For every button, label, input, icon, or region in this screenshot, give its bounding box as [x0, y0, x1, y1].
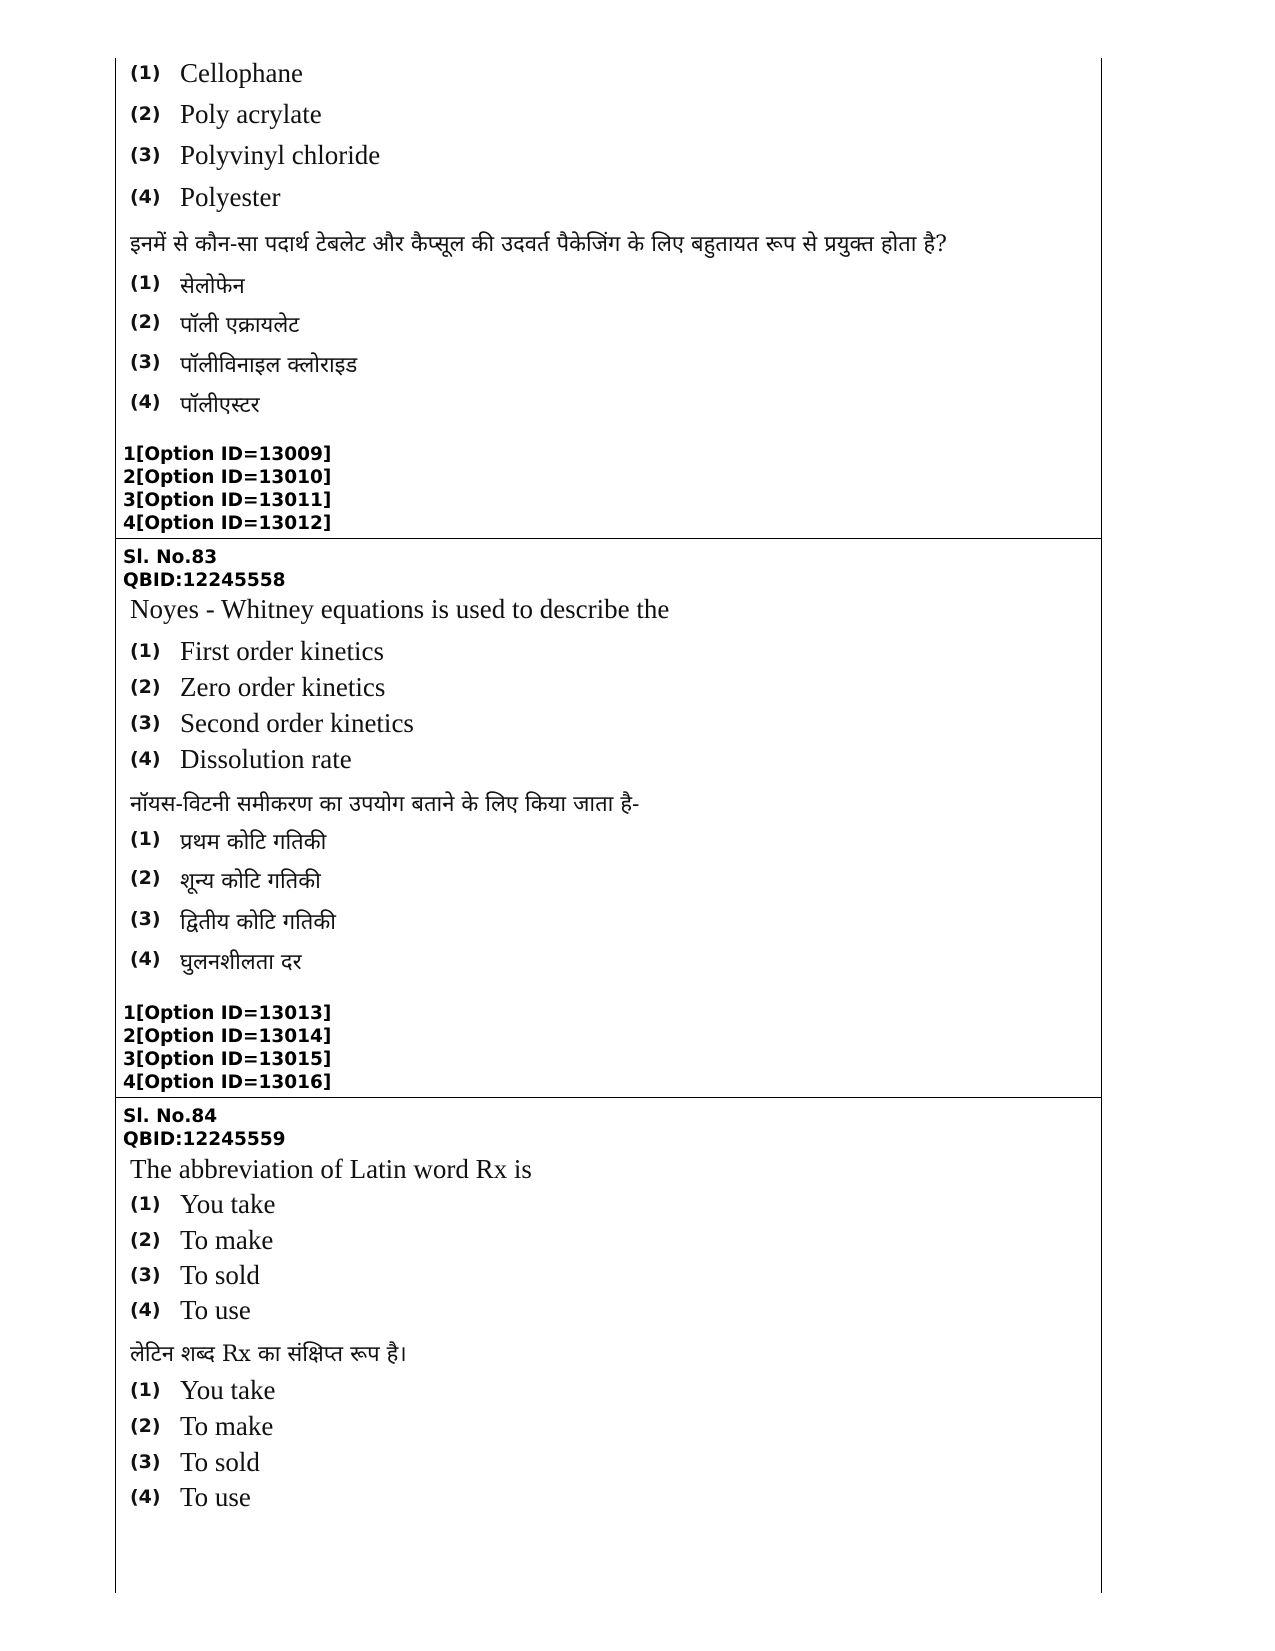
option-number: (1): [130, 62, 161, 84]
option-number: (2): [130, 1415, 161, 1437]
question-stem-en: The abbreviation of Latin word Rx is: [130, 1154, 532, 1184]
row-divider: [116, 1097, 1101, 1098]
option-text: Polyvinyl chloride: [180, 140, 381, 170]
question-stem-hi: लेटिन शब्द Rx का संक्षिप्त रूप है।: [130, 1342, 407, 1367]
row-divider: [116, 538, 1101, 539]
option-number: (4): [130, 748, 161, 770]
option-number: (2): [130, 1229, 161, 1251]
option-number: (2): [130, 311, 161, 333]
question-header: [123, 546, 285, 592]
option-text: शून्य कोटि गतिकी: [180, 869, 321, 894]
option-text: पॉलीएस्टर: [180, 393, 260, 418]
option-text: Dissolution rate: [180, 744, 352, 774]
option-id: 1[Option ID=13013]: [123, 1003, 332, 1024]
option-text: To make: [180, 1411, 274, 1441]
option-text: You take: [180, 1189, 276, 1219]
qbid: QBID:12245558: [123, 570, 286, 591]
option-number: (3): [130, 351, 161, 373]
option-text: Zero order kinetics: [180, 672, 386, 702]
option-number: (2): [130, 103, 161, 125]
option-id-list: [123, 443, 331, 535]
option-text: Poly acrylate: [180, 99, 322, 129]
option-text: Second order kinetics: [180, 708, 414, 738]
option-number: (3): [130, 1264, 161, 1286]
question-stem-en: Noyes - Whitney equations is used to describe the: [130, 594, 670, 624]
question-table: [115, 58, 1102, 1593]
option-id: 4[Option ID=13012]: [123, 513, 332, 534]
option-text: To use: [180, 1295, 251, 1325]
option-text: You take: [180, 1375, 276, 1405]
option-number: (4): [130, 1299, 161, 1321]
option-text: First order kinetics: [180, 636, 384, 666]
option-number: (1): [130, 272, 161, 294]
serial-number: Sl. No.83: [123, 547, 218, 568]
option-number: (3): [130, 1451, 161, 1473]
question-stem-hi: इनमें से कौन-सा पदार्थ टेबलेट और कैप्सूल की उदवर्त पैकेजिंग के लिए बहुतायत रूप से प्रयुक्त होता है?: [130, 232, 947, 257]
option-number: (4): [130, 1486, 161, 1508]
option-text: To use: [180, 1482, 251, 1512]
serial-number: Sl. No.84: [123, 1106, 218, 1127]
option-number: (4): [130, 186, 161, 208]
option-number: (2): [130, 676, 161, 698]
option-number: (3): [130, 712, 161, 734]
option-text: To make: [180, 1225, 274, 1255]
option-text: प्रथम कोटि गतिकी: [180, 830, 327, 855]
option-text: Polyester: [180, 182, 281, 212]
option-text: घुलनशीलता दर: [180, 950, 302, 975]
option-text: पॉलीविनाइल क्लोराइड: [180, 353, 358, 378]
question-header: [123, 1105, 285, 1151]
qbid: QBID:12245559: [123, 1129, 286, 1150]
option-number: (1): [130, 828, 161, 850]
option-number: (1): [130, 640, 161, 662]
option-text: To sold: [180, 1447, 260, 1477]
option-number: (3): [130, 144, 161, 166]
option-id: 3[Option ID=13011]: [123, 490, 332, 511]
option-id: 3[Option ID=13015]: [123, 1049, 332, 1070]
option-number: (4): [130, 948, 161, 970]
option-id: 2[Option ID=13014]: [123, 1026, 332, 1047]
option-text: सेलोफेन: [180, 274, 245, 299]
option-number: (3): [130, 908, 161, 930]
option-text: द्वितीय कोटि गतिकी: [180, 910, 336, 935]
option-id-list: [123, 1002, 331, 1094]
option-number: (4): [130, 391, 161, 413]
option-id: 1[Option ID=13009]: [123, 444, 332, 465]
option-number: (2): [130, 867, 161, 889]
option-text: Cellophane: [180, 58, 303, 88]
option-id: 2[Option ID=13010]: [123, 467, 332, 488]
option-id: 4[Option ID=13016]: [123, 1072, 332, 1093]
option-number: (1): [130, 1379, 161, 1401]
question-stem-hi: नॉयस-विटनी समीकरण का उपयोग बताने के लिए किया जाता है-: [130, 792, 640, 817]
option-text: पॉली एक्रायलेट: [180, 313, 300, 338]
option-text: To sold: [180, 1260, 260, 1290]
option-number: (1): [130, 1193, 161, 1215]
